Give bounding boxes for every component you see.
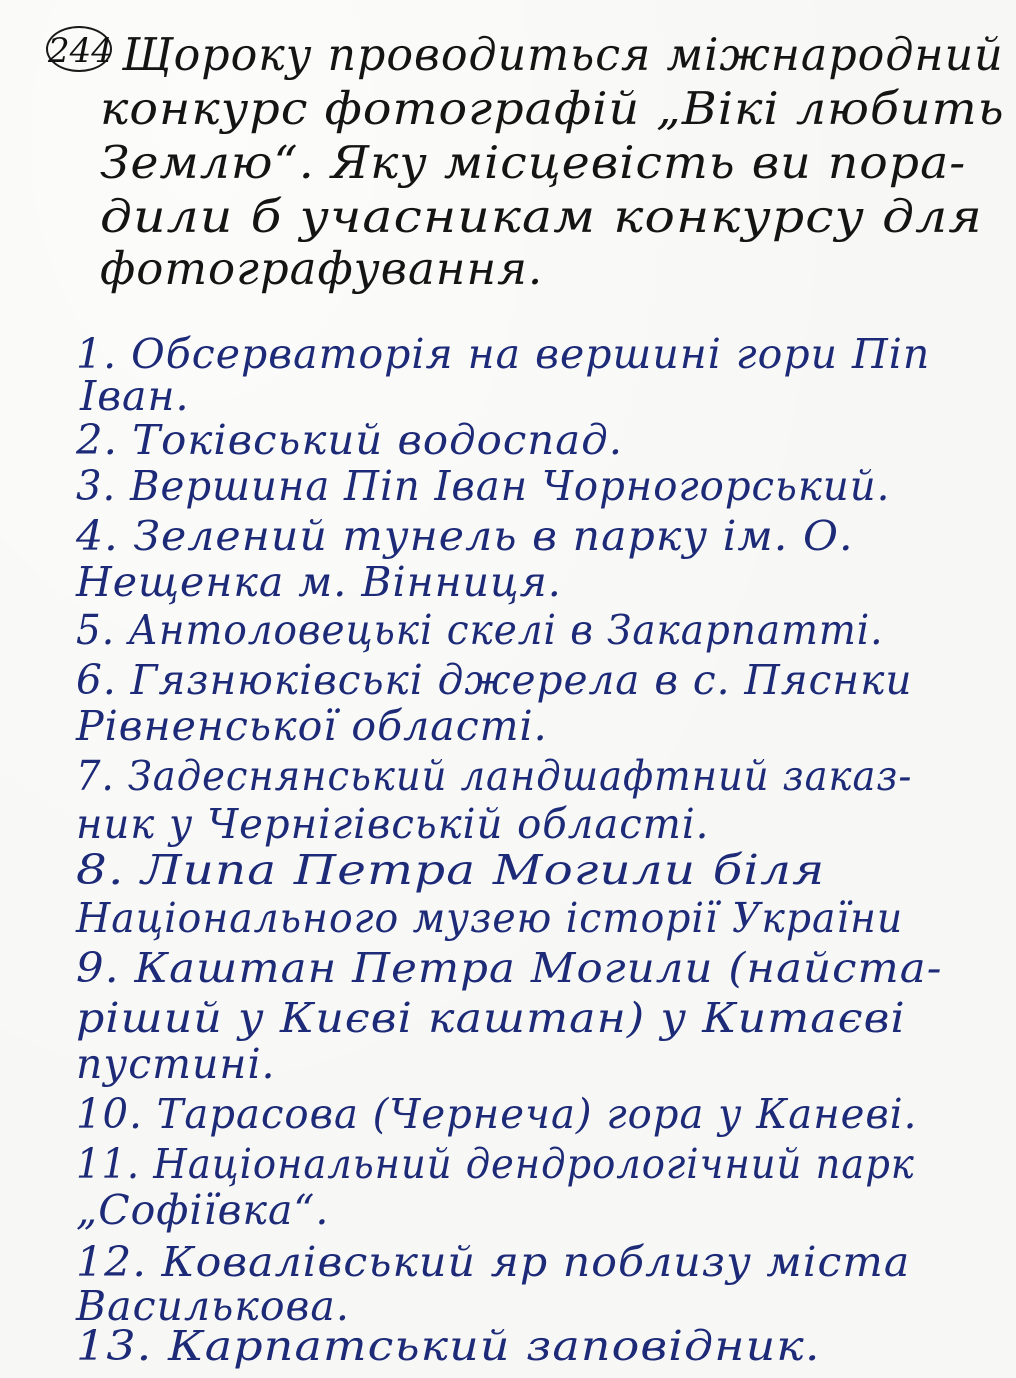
task-number-circle: 244 (46, 26, 112, 72)
task-line-5: фотографування. (100, 242, 544, 295)
answer-line-22: 13. Карпатський заповідник. (76, 1322, 821, 1370)
answer-line-15: ріший у Києві каштан) у Китаєві (76, 994, 906, 1042)
answer-line-13: Національного музею історії України (76, 894, 904, 942)
answer-line-8: 6. Гязнюківські джерела в с. Пяснки (76, 656, 913, 704)
answer-line-7: 5. Антоловецькі скелі в Закарпатті. (76, 606, 884, 654)
task-line-4: дили б учасникам конкурсу для (100, 190, 983, 243)
answer-line-20: 12. Ковалівський яр поблизу міста (76, 1238, 911, 1286)
answer-line-17: 10. Тарасова (Чернеча) гора у Каневі. (76, 1090, 918, 1138)
task-line-2: конкурс фотографій „Вікі любить (100, 82, 1005, 135)
answer-line-12: 8. Липа Петра Могили біля (76, 846, 826, 894)
answer-line-14: 9. Каштан Петра Могили (найста- (76, 944, 943, 992)
answer-line-6: Нещенка м. Вінниця. (76, 558, 562, 606)
task-line-1: Щороку проводиться міжнародний (122, 28, 1004, 81)
answer-line-19: „Софіївка“. (76, 1186, 330, 1234)
answer-line-21: Василькова. (76, 1282, 350, 1330)
answer-line-11: ник у Чернігівській області. (76, 800, 710, 848)
answer-line-3: 2. Токівський водоспад. (76, 416, 624, 464)
answer-line-1: 1. Обсерваторія на вершині гори Піп (76, 330, 931, 378)
answer-line-2: Іван. (80, 372, 190, 420)
task-line-3: Землю“. Яку місцевість ви пора- (100, 136, 967, 189)
answer-line-5: 4. Зелений тунель в парку ім. О. (76, 512, 854, 560)
answer-line-16: пустині. (76, 1040, 276, 1088)
answer-line-9: Рівненської області. (76, 702, 548, 750)
answer-line-4: 3. Вершина Піп Іван Чорногорський. (76, 462, 891, 510)
answer-line-10: 7. Задеснянський ландшафтний заказ- (76, 752, 913, 800)
answer-line-18: 11. Національний дендрологічний парк (76, 1140, 915, 1188)
